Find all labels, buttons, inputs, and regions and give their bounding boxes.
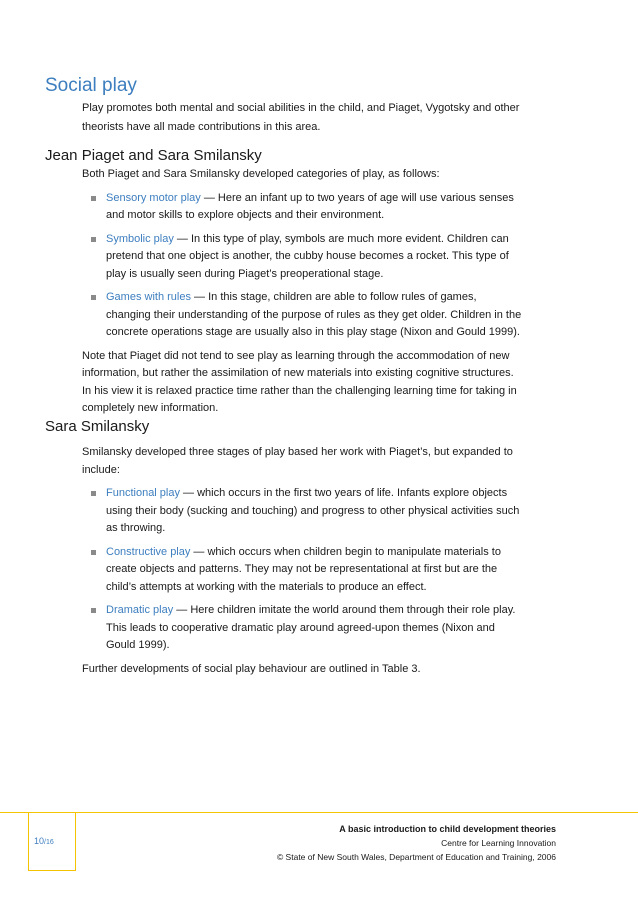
page-number [34,836,54,846]
section-body-smilansky [82,444,522,678]
term-description: — Here children imitate the world around them through their role play. This leads to cooperative dramatic play around agreed-upon themes (Nixon and Gould 1999). [106,604,516,651]
term-description: — In this type of play, symbols are much more evident. Children can pretend that one object is another, the cubby house becomes a rocket. This type of play is usually seen during Piaget’s preoperational stage. [106,232,509,280]
section-heading-piaget-smilansky: Jean Piaget and Sara Smilansky [45,147,262,164]
section-note: Note that Piaget did not tend to see play as learning through the accommodation of new information, but rather the assimilation of new materials into existing cognitive structures. In his view it is relaxed practice time rather than the challenging learning time for taking in completely new information. [82,349,517,414]
section-body-piaget-smilansky [82,166,522,418]
footer-org: Centre for Learning Innovation [441,838,556,848]
footer-copyright: © State of New South Wales, Department of Education and Training, 2006 [276,852,556,862]
list-item [82,602,522,655]
footer-rule [0,812,638,813]
intro-paragraph: Play promotes both mental and social abilities in the child, and Piaget, Vygotsky and other theorists have all made contributions in this area. [82,102,520,133]
term-description: — which occurs when children begin to manipulate materials to create objects and patterns. They may not be representational at first but are the child’s attempts at working with the materials to produce an effect. [106,545,501,593]
square-bullet-icon [91,237,96,242]
term-label: Symbolic play [106,232,174,245]
square-bullet-icon [91,491,96,496]
page-total: /16 [44,839,54,846]
footer-doc-title: A basic introduction to child development theories [339,824,556,834]
list-item [82,485,522,538]
term-description: — which occurs in the first two years of life. Infants explore objects using their body (sucking and touching) and progress to other physical activities such as throwing. [106,487,520,534]
footer [277,822,556,864]
square-bullet-icon [91,550,96,555]
play-categories-list [82,190,522,342]
term-label: Functional play [106,487,180,499]
section-heading-smilansky: Sara Smilansky [45,418,150,435]
play-stages-list [82,485,522,655]
term-label: Constructive play [106,545,191,558]
term-description: — Here an infant up to two years of age will use various senses and motor skills to explore objects and their environment. [106,191,514,221]
term-label: Sensory motor play [106,191,201,204]
list-item [82,289,522,342]
square-bullet-icon [91,196,96,201]
term-label: Dramatic play [106,604,174,616]
list-item [82,190,522,225]
page-current: 10 [34,836,45,846]
term-label: Games with rules [106,291,191,303]
term-description: — In this stage, children are able to follow rules of games, changing their understanding of the purpose of rules as they get older. Children in the concrete operations stage are usually also in this play stage (Nixon and Gould 1999). [106,291,522,338]
list-item [82,231,522,284]
square-bullet-icon [91,608,96,613]
section-note: Further developments of social play behaviour are outlined in Table 3. [82,662,421,675]
list-item [82,544,522,597]
section-lead: Both Piaget and Sara Smilansky developed categories of play, as follows: [82,168,440,180]
square-bullet-icon [91,295,96,300]
page-title: Social play [45,75,137,96]
section-lead: Smilansky developed three stages of play based her work with Piaget’s, but expanded to include: [82,446,513,476]
